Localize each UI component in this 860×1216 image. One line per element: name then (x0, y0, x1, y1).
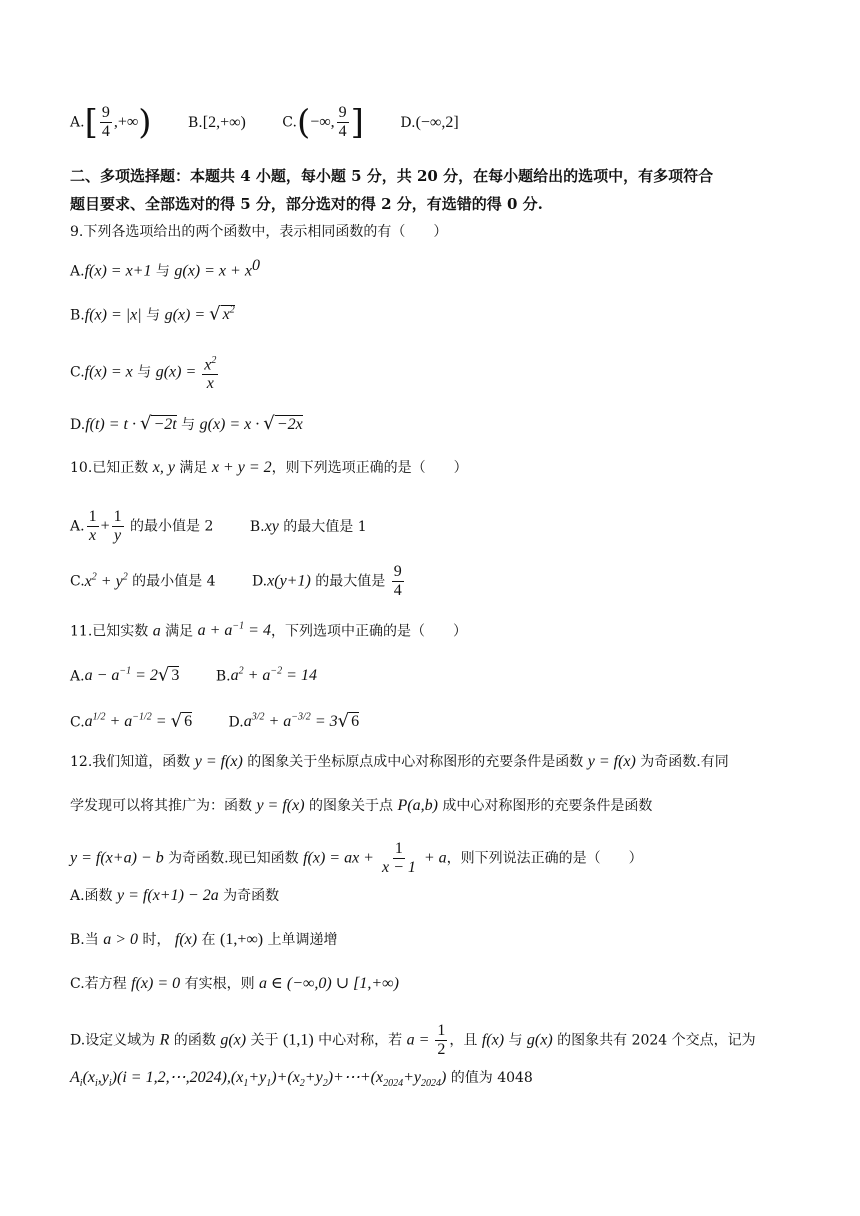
option-text: B.当 (70, 932, 104, 948)
option-text: A.函数 (70, 888, 118, 904)
frac-den: 4 (101, 123, 110, 140)
option-label: D. (400, 114, 416, 131)
option-text: 时， (138, 932, 175, 948)
stem-text: 的图象关于坐标原点成中心对称图形的充要条件是函数 (242, 754, 588, 770)
frac-num: 9 (101, 104, 110, 121)
q9-stem: 9.下列各选项给出的两个函数中，表示相同函数的有（ ） (70, 224, 448, 240)
option-label: D. (228, 714, 244, 731)
option-text: 的最小值是 4 (127, 573, 216, 590)
frac-den: 4 (338, 123, 347, 140)
stem-text: 成中心对称图形的充要条件是函数 (437, 798, 653, 814)
option-text: 的图象共有 2024 个交点，记为 (552, 1032, 756, 1049)
stem-text: 12.我们知道，函数 (70, 754, 195, 770)
q12-option-d-cont: $A_i(x_i,y_i)(i$ = $1,2,\cdots,2024),(x_1+y_1)+(x_2+y_2)+\cdots+(x_{2024}+y_{2024})$ 的值为 4048 (70, 1069, 533, 1090)
option-label: A. (70, 668, 85, 685)
stem-text: 满足 (174, 460, 212, 476)
stem-text: 满足 (160, 623, 198, 640)
option-text: −∞, (310, 113, 335, 131)
option-text: 中心对称，若 (313, 1032, 407, 1049)
prev-options-row: A.[ $\frac{9}{4}$ ,+∞) B.[2,+∞) C.(−∞, $\frac{9}{4}$ ] D.(−∞,2] (70, 102, 459, 143)
q12-option-d: D.设定义域为 R 的函数 g(x) 关于 (1,1) 中心对称，若 a = $\frac{1}{2}$ ，且 f(x) 与 g(x) 的图象共有 2024 个交点，记为 (70, 1022, 756, 1058)
option-text: 的最大值是 1 (278, 518, 367, 535)
option-label: A. (70, 263, 85, 280)
option-text: 在 (197, 932, 221, 948)
stem-text: 10.已知正数 (70, 460, 153, 476)
q9-option-d: D.f(t) = t · √ −2t 与 g(x) = x · √ −2x (70, 413, 303, 434)
math-expr: g(x) = (155, 363, 201, 381)
q12-line2: 学发现可以将其推广为：函数 y = f(x) 的图象关于点 P(a,b) 成中心对称图形的充要条件是函数 (70, 797, 653, 814)
option-text: C.若方程 (70, 976, 132, 992)
option-label: C. (70, 714, 85, 731)
connector-text: 与 (132, 364, 156, 381)
option-label: B. (187, 114, 203, 131)
option-label: D. (251, 573, 268, 590)
math-expr: f(x) = x+1 (84, 262, 152, 280)
option-label: A. (70, 114, 85, 131)
q12-option-c: C.若方程 f(x) = 0 有实根，则 a ∈ (−∞,0) ∪ [1,+∞) (70, 975, 399, 992)
q12-option-b: B.当 a > 0 时， f(x) 在 (1,+∞) 上单调递增 (70, 931, 338, 948)
option-text: ,+∞ (113, 113, 139, 131)
math-expr: f(t) = t · (85, 416, 140, 433)
q11-stem: 11.已知实数 a 满足 $a + a^{-1} = 4$，下列选项中正确的是（ ） (70, 621, 467, 640)
option-text: 与 (504, 1032, 527, 1049)
option-text: 为奇函数 (218, 888, 280, 904)
q12-option-a: A.函数 y = f(x+1) − 2a 为奇函数 (70, 887, 280, 904)
option-text: ，且 (449, 1032, 482, 1049)
stem-text: 学发现可以将其推广为：函数 (70, 798, 257, 814)
option-text: 的函数 (169, 1032, 221, 1049)
option-label: C. (70, 364, 85, 381)
connector-text: 与 (176, 417, 200, 433)
q12-line3: y = f(x+a) − b 为奇函数.现已知函数 f(x) = ax + $\frac{1}{x - 1}$ + a，则下列说法正确的是（ ） (70, 840, 643, 876)
math-expr: x, y (152, 459, 175, 476)
option-label: B. (70, 307, 85, 324)
stem-text: ，下列选项中正确的是（ ） (270, 623, 467, 640)
frac-num: 9 (338, 104, 347, 121)
section-heading-line2: 题目要求、全部选对的得 5 分，部分选对的得 2 分，有选错的得 0 分. (70, 195, 543, 213)
q9-option-c: C.f(x) = x 与 g(x) = $\frac{x^2}{x}$ (70, 352, 220, 393)
q10-stem (70, 458, 468, 478)
option-text: 的值为 4048 (446, 1070, 533, 1086)
math-expr: f(x) = x (84, 363, 133, 381)
math-expr: x + y = 2 (211, 459, 272, 476)
option-text: 有实根，则 (180, 976, 260, 992)
stem-text: 为奇函数.有同 (635, 754, 729, 770)
option-text: 的最大值是 (310, 573, 390, 590)
math-expr: f(x) = |x| (84, 306, 142, 324)
option-text: (−∞,2] (415, 113, 459, 131)
q9-option-b: B.f(x) = |x| 与 g(x) = √ $x^2$ (70, 303, 235, 325)
q9-option-a: A.f(x) = x+1 与 $g(x) = x + x^0$ (70, 257, 260, 280)
option-text: 的最小值是 2 (125, 518, 214, 535)
math-expr: g(x) = x · (199, 416, 264, 433)
option-label: C. (70, 573, 85, 590)
option-label: B. (249, 518, 265, 535)
q11-options-cd: $C.a^{1/2} + a^{-1/2}$ = √ 6 $D.a^{3/2} + a^{-3/2} = 3√$ 6 (70, 710, 360, 732)
option-label: C. (282, 114, 297, 131)
math-expr: g(x) = (164, 306, 210, 324)
math-expr: g(x) = x + x (174, 262, 252, 280)
stem-text: ，则下列说法正确的是（ ） (446, 850, 643, 867)
connector-text: 与 (141, 307, 165, 324)
option-label: D. (70, 417, 86, 433)
q12-line1: 12.我们知道，函数 y = f(x) 的图象关于坐标原点成中心对称图形的充要条件是函数 y = f(x) 为奇函数.有同 (70, 753, 729, 770)
option-text: 关于 (246, 1032, 283, 1049)
option-label: A. (70, 518, 85, 535)
stem-text: 的图象关于点 (304, 798, 398, 814)
math-expr: x(y+1) (267, 572, 311, 590)
option-text: [2,+∞) (202, 113, 246, 131)
connector-text: 与 (151, 263, 175, 280)
section-heading-line1: 二、多项选择题：本题共 4 小题，每小题 5 分，共 20 分，在每小题给出的选项中，有多项符合 (70, 167, 714, 185)
option-text: 上单调递增 (263, 932, 338, 948)
math-expr: a (152, 622, 161, 640)
stem-text: 11.已知实数 (70, 623, 153, 640)
stem-text: ，则下列选项正确的是（ ） (271, 460, 468, 476)
q11-options-ab: $A.a - a^{-1} = 2√$ 3 $B.a^2 + a^{-2} = 14$ (70, 664, 317, 686)
math-expr: xy (264, 517, 279, 535)
option-label: B. (215, 668, 231, 685)
q10-options-cd: $C.x^2 + y^2$ 的最小值是 4 D.x(y+1) 的最大值是 $\frac{9}{4}$ (70, 563, 402, 599)
option-text: D.设定义域为 (70, 1032, 160, 1049)
q10-options-ab: A. $\frac{1}{x}$ + $\frac{1}{y}$ 的最小值是 2 B.xy 的最大值是 1 (70, 508, 367, 544)
stem-text: 为奇函数.现已知函数 (163, 850, 304, 867)
